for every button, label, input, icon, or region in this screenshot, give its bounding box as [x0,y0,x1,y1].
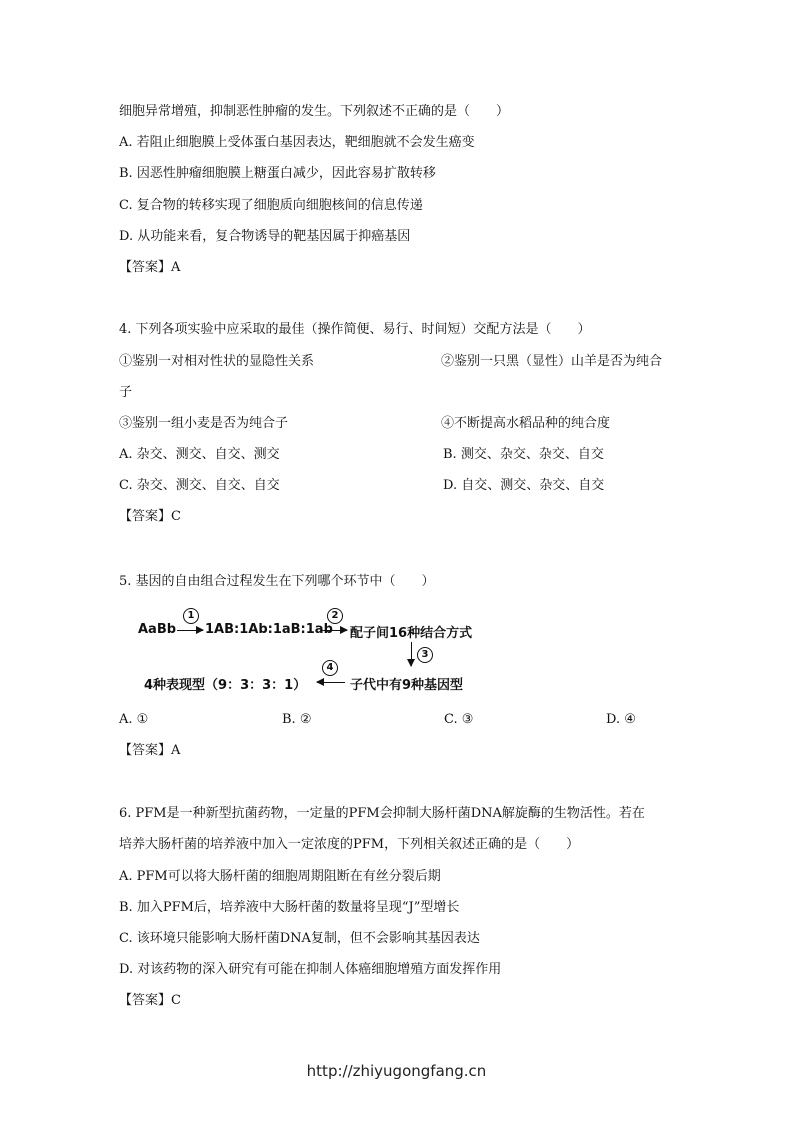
q5-option-b: B. ② [282,712,312,727]
q6-option-d: D. 对该药物的深入研究有可能在抑制人体癌细胞增殖方面发挥作用 [119,962,502,977]
q4-option-a: A. 杂交、测交、自交、测交 [119,447,280,462]
q4-item-3: ③鉴别一组小麦是否为纯合子 [119,416,289,431]
q4-option-b: B. 测交、杂交、杂交、自交 [443,447,604,462]
q6-option-c: C. 该环境只能影响大肠杆菌DNA复制，但不会影响其基因表达 [119,931,480,946]
q5-stem: 5. 基因的自由组合过程发生在下列哪个环节中（ ） [119,574,435,589]
q4-option-c: C. 杂交、测交、自交、自交 [119,478,280,493]
free-combination-diagram [130,608,510,698]
diagram-arrow-1 [177,630,203,631]
q5-answer: 【答案】A [119,743,181,758]
diagram-gametes: 1AB:1Ab:1aB:1ab [205,622,333,637]
diagram-arrow-3 [411,642,412,666]
diagram-arrow-2 [321,630,347,631]
diagram-step-2-marker: 2 [327,608,343,624]
q4-option-d: D. 自交、测交、杂交、自交 [443,478,605,493]
q3-option-a: A. 若阻止细胞膜上受体蛋白基因表达，靶细胞就不会发生癌变 [119,135,475,150]
diagram-step-1-marker: 1 [183,608,199,624]
q4-stem: 4. 下列各项实验中应采取的最佳（操作简便、易行、时间短）交配方法是（ ） [119,322,591,337]
q6-option-a: A. PFM可以将大肠杆菌的细胞周期阻断在有丝分裂后期 [119,869,441,884]
q6-answer: 【答案】C [119,993,181,1008]
diagram-step-4-marker: 4 [322,660,338,676]
q4-answer: 【答案】C [119,509,181,524]
footer-url: http://zhiyugongfang.cn [306,1062,487,1080]
q6-option-b: B. 加入PFM后，培养液中大肠杆菌的数量将呈现“J”型增长 [119,900,460,915]
q3-option-c: C. 复合物的转移实现了细胞质向细胞核间的信息传递 [119,198,423,213]
q4-item-2-continued: 子 [119,385,133,400]
q5-option-d: D. ④ [606,712,636,727]
diagram-parent-genotype: AaBb [138,622,177,637]
diagram-phenotypes: 4种表现型（9：3：3：1） [144,678,307,693]
q4-item-1: ①鉴别一对相对性状的显隐性关系 [119,354,315,369]
diagram-arrow-4 [317,682,345,683]
diagram-offspring-genotypes: 子代中有9种基因型 [350,678,464,693]
q4-item-4: ④不断提高水稻品种的纯合度 [441,416,611,431]
q6-stem-line-1: 6. PFM是一种新型抗菌药物，一定量的PFM会抑制大肠杆菌DNA解旋酶的生物活性。若在 [119,806,645,821]
q6-stem-line-2: 培养大肠杆菌的培养液中加入一定浓度的PFM，下列相关叙述正确的是（ ） [119,837,580,852]
q3-option-d: D. 从功能来看，复合物诱导的靶基因属于抑癌基因 [119,229,411,244]
q5-option-a: A. ① [119,712,149,727]
diagram-gamete-combinations: 配子间16种结合方式 [350,626,473,641]
q3-stem: 细胞异常增殖，抑制恶性肿瘤的发生。下列叙述不正确的是（ ） [119,104,510,119]
q5-option-c: C. ③ [444,712,474,727]
q3-option-b: B. 因恶性肿瘤细胞膜上糖蛋白减少，因此容易扩散转移 [119,166,436,181]
q4-item-2: ②鉴别一只黑（显性）山羊是否为纯合 [441,354,663,369]
diagram-step-3-marker: 3 [417,647,433,663]
q3-answer: 【答案】A [119,260,181,275]
